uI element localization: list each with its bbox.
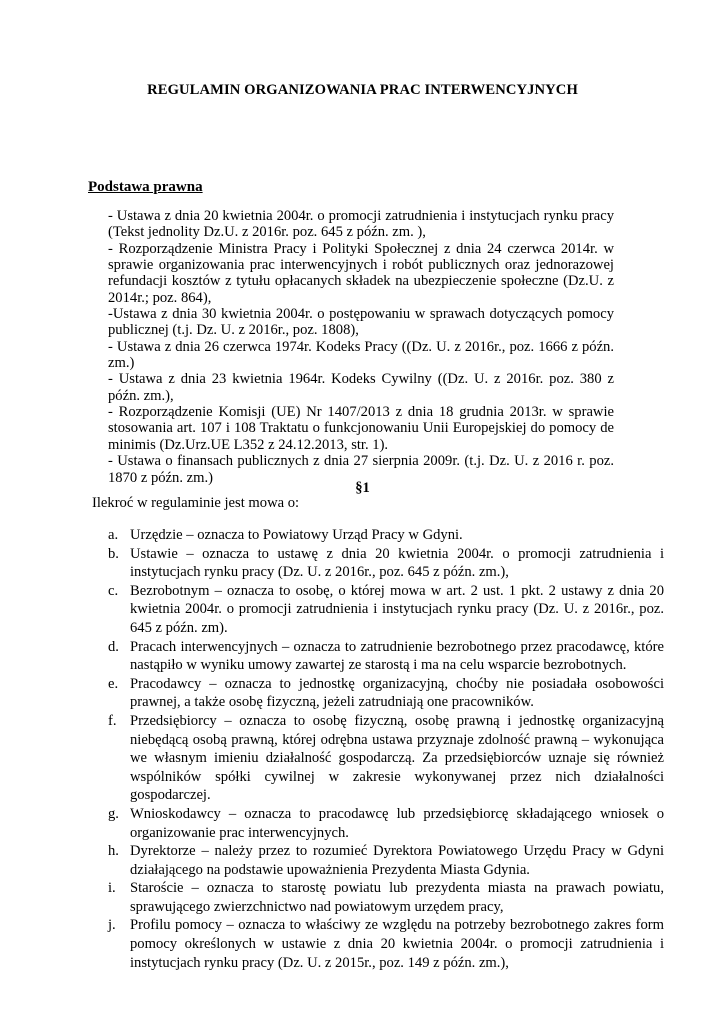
legal-basis-item: -Ustawa z dnia 30 kwietnia 2004r. o postępowaniu w sprawach dotyczących pomocy publicznej (t.j. Dz. U. z 2016r., poz. 1808),: [108, 306, 614, 339]
definition-item: [108, 526, 664, 545]
definition-item: [108, 638, 664, 675]
definition-item: [108, 879, 664, 916]
definition-letter: i.: [108, 880, 116, 897]
definition-letter: j.: [108, 917, 116, 934]
definition-text: Dyrektorze – należy przez to rozumieć Dyrektora Powiatowego Urzędu Pracy w Gdyni działającego na podstawie upoważnienia Prezydenta Miasta Gdynia.: [130, 843, 664, 878]
definition-text: Bezrobotnym – oznacza to osobę, o której mowa w art. 2 ust. 1 pkt. 2 ustawy z dnia 20 kwietnia 2004r. o promocji zatrudnienia i instytucjach rynku pracy (Dz. U. z 2016r., poz. 645 z późn. zm).: [130, 582, 664, 636]
definition-letter: a.: [108, 527, 119, 543]
definition-item: [108, 842, 664, 879]
definition-text: Staroście – oznacza to starostę powiatu lub prezydenta miasta na prawach powiatu, sprawującego zwierzchnictwo nad powiatowym urzędem pracy,: [130, 880, 664, 915]
legal-basis-item: - Rozporządzenie Komisji (UE) Nr 1407/2013 z dnia 18 grudnia 2013r. w sprawie stosowania art. 107 i 108 Traktatu o funkcjonowaniu Unii Europejskiej do pomocy de minimis (Dz.Urz.UE L352 z 24.12.2013, str. 1).: [108, 404, 614, 453]
definition-text: Przedsiębiorcy – oznacza to osobę fizyczną, osobę prawną i jednostkę organizacyjną niebędącą osobą prawną, której odrębna ustawa przyznaje zdolność prawną – wykonująca we własnym imieniu działalność gospodarczą. Za przedsiębiorców uznaje się również wspólników spółki cywilnej w zakresie wykonywanej przez nich działalności gospodarczej.: [130, 712, 664, 804]
legal-basis-item: - Ustawa z dnia 23 kwietnia 1964r. Kodeks Cywilny ((Dz. U. z 2016r. poz. 380 z późn. zm.),: [108, 371, 614, 404]
definition-letter: c.: [108, 582, 119, 599]
definition-text: Ustawie – oznacza to ustawę z dnia 20 kwietnia 2004r. o promocji zatrudnienia i instytucjach rynku pracy (Dz. U. z 2016r., poz. 645 z późn. zm.),: [130, 545, 664, 581]
definition-item: [108, 582, 664, 638]
definition-text: Pracodawcy – oznacza to jednostkę organizacyjną, choćby nie posiadała osobowości prawnej, a także osobę fizyczną, jeżeli zatrudniają one pracowników.: [130, 675, 664, 711]
definition-item: [108, 805, 664, 842]
definition-item: [108, 545, 664, 582]
legal-basis-item: - Rozporządzenie Ministra Pracy i Polityki Społecznej z dnia 24 czerwca 2014r. w sprawie organizowania prac interwencyjnych i robót publicznych oraz jednorazowej refundacji kosztów z tytułu opłacanych składek na ubezpieczenie społeczne (Dz.U. z 2014r.; poz. 864),: [108, 240, 614, 306]
definition-item: [108, 675, 664, 712]
legal-basis-item: - Ustawa z dnia 26 czerwca 1974r. Kodeks Pracy ((Dz. U. z 2016r., poz. 1666 z późn. zm.): [108, 338, 614, 372]
definition-letter: g.: [108, 805, 119, 822]
section-mark: §1: [355, 480, 370, 496]
legal-basis-item: - Ustawa z dnia 20 kwietnia 2004r. o promocji zatrudnienia i instytucjach rynku pracy (Tekst jednolity Dz.U. z 2016r. poz. 645 z późn. zm. ),: [108, 208, 614, 241]
definition-text: Pracach interwencyjnych – oznacza to zatrudnienie bezrobotnego przez pracodawcę, które nastąpiło w wyniku umowy zawartej ze starostą i ma na celu wsparcie bezrobotnych.: [130, 638, 664, 674]
legal-basis-item: - Ustawa o finansach publicznych z dnia 27 sierpnia 2009r. (t.j. Dz. U. z 2016 r. poz. 1870 z późn. zm.): [108, 453, 614, 486]
definition-text: Wnioskodawcy – oznacza to pracodawcę lub przedsiębiorcę składającego wniosek o organizowanie prac interwencyjnych.: [130, 805, 664, 841]
definition-item: [108, 916, 664, 972]
definition-text: Profilu pomocy – oznacza to właściwy ze względu na potrzeby bezrobotnego zakres form pomocy określonych w ustawie z dnia 20 kwietnia 2004r. o promocji zatrudnienia i instytucjach rynku pracy (Dz. U. z 2015r., poz. 149 z późn. zm.),: [130, 917, 664, 971]
definition-letter: d.: [108, 638, 119, 655]
document-title: REGULAMIN ORGANIZOWANIA PRAC INTERWENCYJNYCH: [147, 82, 578, 98]
definition-letter: h.: [108, 843, 119, 860]
definition-text: Urzędzie – oznacza to Powiatowy Urząd Pracy w Gdyni.: [130, 527, 463, 543]
legal-basis-list: [108, 208, 614, 486]
definitions-list: [108, 526, 664, 972]
definition-letter: f.: [108, 712, 117, 729]
definition-letter: e.: [108, 675, 119, 692]
legal-basis-heading: Podstawa prawna: [88, 179, 203, 195]
definition-item: [108, 712, 664, 805]
definitions-intro: Ilekroć w regulaminie jest mowa o:: [92, 495, 300, 511]
definition-letter: b.: [108, 545, 119, 562]
